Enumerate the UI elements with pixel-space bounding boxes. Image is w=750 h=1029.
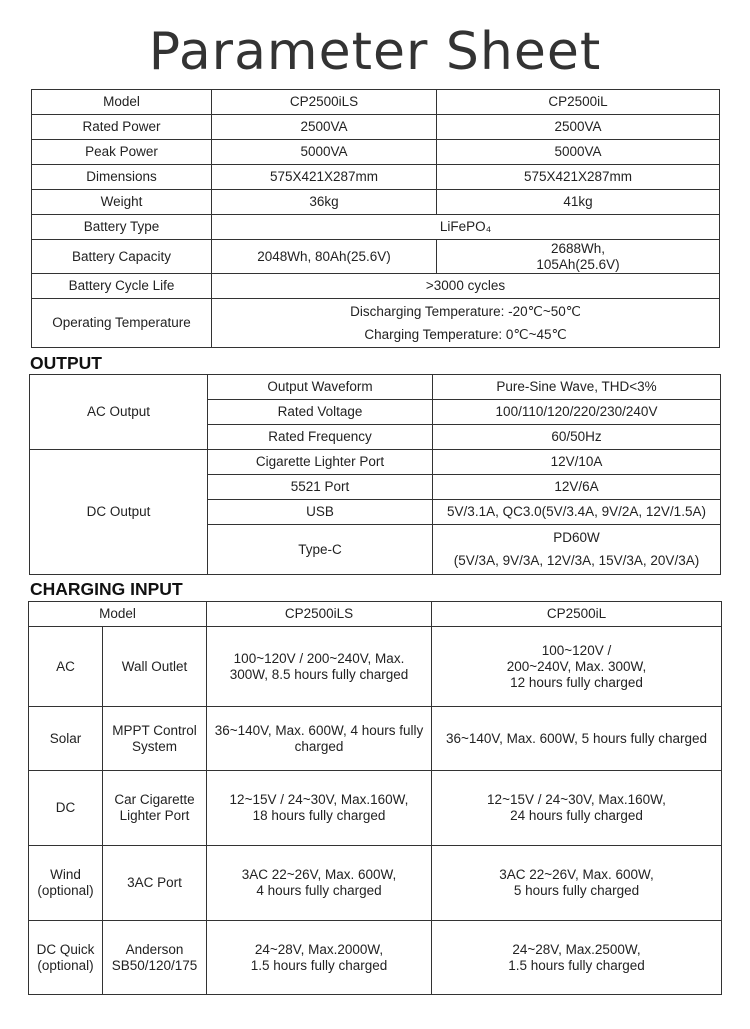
row-label: Battery Type	[32, 215, 212, 240]
value-line: Anderson	[125, 941, 184, 957]
value-a: 575X421X287mm	[212, 165, 437, 190]
charging-table	[28, 601, 722, 995]
row-label: 5521 Port	[208, 475, 433, 500]
table-row	[30, 375, 721, 400]
value-line: 24 hours fully charged	[510, 808, 643, 823]
value-b	[432, 846, 722, 921]
table-row	[29, 627, 722, 707]
value: 60/50Hz	[433, 425, 721, 450]
row-label: Type-C	[208, 525, 433, 575]
value-line: 36~140V, Max. 600W, 4 hours fully	[214, 722, 424, 738]
model-b: CP2500iL	[432, 602, 722, 627]
value-line: 1.5 hours fully charged	[250, 957, 388, 973]
value-line: 5 hours fully charged	[513, 883, 640, 898]
value-line: SB50/120/175	[111, 957, 198, 973]
row-label: Battery Cycle Life	[32, 274, 212, 299]
value-line: 100~120V /	[541, 642, 612, 658]
value-b: 41kg	[437, 190, 720, 215]
group-label: AC Output	[30, 375, 208, 450]
value-shared	[212, 299, 720, 348]
source-label	[103, 921, 207, 995]
row-label: USB	[208, 500, 433, 525]
value-line: 3AC 22~26V, Max. 600W,	[499, 867, 654, 882]
value-line: 12 hours fully charged	[510, 674, 643, 690]
row-label: Output Waveform	[208, 375, 433, 400]
value-line: Wind	[50, 867, 81, 882]
value-line: 12~15V / 24~30V, Max.160W,	[487, 792, 666, 807]
value-line: System	[131, 738, 177, 754]
value-shared: LiFePO₄	[212, 215, 720, 240]
value-b: 575X421X287mm	[437, 165, 720, 190]
discharging-temp: Discharging Temperature: -20℃~50℃	[350, 303, 581, 319]
table-row	[32, 115, 720, 140]
charging-temp: Charging Temperature: 0℃~45℃	[364, 326, 567, 342]
page-title: Parameter Sheet	[148, 22, 602, 82]
value-line: 2688Wh,	[550, 240, 606, 256]
table-row	[32, 140, 720, 165]
value: 100/110/120/220/230/240V	[433, 400, 721, 425]
table-row	[29, 921, 722, 995]
value-line: 200~240V, Max. 300W,	[506, 658, 647, 674]
row-label: Battery Capacity	[32, 240, 212, 274]
value-line: 1.5 hours fully charged	[508, 957, 645, 973]
value: 12V/6A	[433, 475, 721, 500]
value-shared: >3000 cycles	[212, 274, 720, 299]
value-a: 5000VA	[212, 140, 437, 165]
table-row	[29, 846, 722, 921]
row-label: Operating Temperature	[32, 299, 212, 348]
value-line: charged	[294, 738, 344, 754]
row-label: Peak Power	[32, 140, 212, 165]
value-line: Car Cigarette	[114, 792, 195, 807]
value-line: 4 hours fully charged	[256, 883, 382, 898]
value	[433, 525, 721, 575]
value: 12V/10A	[433, 450, 721, 475]
spec-table	[31, 89, 720, 348]
value-b	[437, 240, 720, 274]
model-a: CP2500iLS	[212, 90, 437, 115]
value-b	[432, 771, 722, 846]
table-row	[30, 450, 721, 475]
value-line: MPPT Control	[112, 722, 197, 738]
table-row	[32, 240, 720, 274]
value-line: 24~28V, Max.2500W,	[512, 941, 641, 957]
charging-heading: CHARGING INPUT	[30, 579, 183, 599]
value-line: 18 hours fully charged	[252, 808, 386, 823]
value-line: 12~15V / 24~30V, Max.160W,	[229, 792, 409, 807]
value-a	[207, 921, 432, 995]
value-line: DC Quick	[36, 941, 95, 957]
value-b	[432, 627, 722, 707]
type-label	[29, 921, 103, 995]
row-label: Rated Voltage	[208, 400, 433, 425]
table-row	[29, 602, 722, 627]
type-label: Solar	[29, 707, 103, 771]
row-label: Model	[29, 602, 207, 627]
table-row	[32, 299, 720, 348]
source-label	[103, 771, 207, 846]
value-a	[207, 707, 432, 771]
value-line: (5V/3A, 9V/3A, 12V/3A, 15V/3A, 20V/3A)	[453, 553, 700, 568]
value-line: 24~28V, Max.2000W,	[254, 941, 384, 957]
value: Pure-Sine Wave, THD<3%	[433, 375, 721, 400]
value-line: PD60W	[553, 530, 600, 545]
source-label: Wall Outlet	[103, 627, 207, 707]
row-label: Dimensions	[32, 165, 212, 190]
output-heading: OUTPUT	[30, 353, 102, 373]
table-row	[32, 215, 720, 240]
value-line: 3AC 22~26V, Max. 600W,	[241, 867, 397, 882]
row-label: Rated Frequency	[208, 425, 433, 450]
table-row	[29, 771, 722, 846]
spacer	[436, 546, 717, 553]
model-a: CP2500iLS	[207, 602, 432, 627]
value-b: 5000VA	[437, 140, 720, 165]
value-a: 36kg	[212, 190, 437, 215]
table-row	[32, 165, 720, 190]
value-a	[207, 771, 432, 846]
value-line: (optional)	[37, 883, 94, 898]
value-line: 105Ah(25.6V)	[536, 256, 620, 272]
row-label: Weight	[32, 190, 212, 215]
table-row	[29, 707, 722, 771]
value-a: 2500VA	[212, 115, 437, 140]
value-b	[432, 921, 722, 995]
value: 5V/3.1A, QC3.0(5V/3.4A, 9V/2A, 12V/1.5A)	[433, 500, 721, 525]
value-a	[207, 627, 432, 707]
value-a	[207, 846, 432, 921]
table-row	[32, 190, 720, 215]
value-line: (optional)	[37, 957, 94, 973]
source-label	[103, 707, 207, 771]
type-label: DC	[29, 771, 103, 846]
output-table	[29, 374, 721, 575]
value-line: Lighter Port	[119, 808, 190, 823]
spacer	[215, 320, 716, 327]
source-label: 3AC Port	[103, 846, 207, 921]
row-label: Model	[32, 90, 212, 115]
table-row	[32, 90, 720, 115]
type-label	[29, 846, 103, 921]
value-a: 2048Wh, 80Ah(25.6V)	[212, 240, 437, 274]
row-label: Cigarette Lighter Port	[208, 450, 433, 475]
type-label: AC	[29, 627, 103, 707]
value-b: 36~140V, Max. 600W, 5 hours fully charged	[432, 707, 722, 771]
value-b: 2500VA	[437, 115, 720, 140]
group-label: DC Output	[30, 450, 208, 575]
model-b: CP2500iL	[437, 90, 720, 115]
value-line: 100~120V / 200~240V, Max.	[233, 650, 405, 666]
table-row	[32, 274, 720, 299]
row-label: Rated Power	[32, 115, 212, 140]
value-line: 300W, 8.5 hours fully charged	[229, 666, 409, 682]
